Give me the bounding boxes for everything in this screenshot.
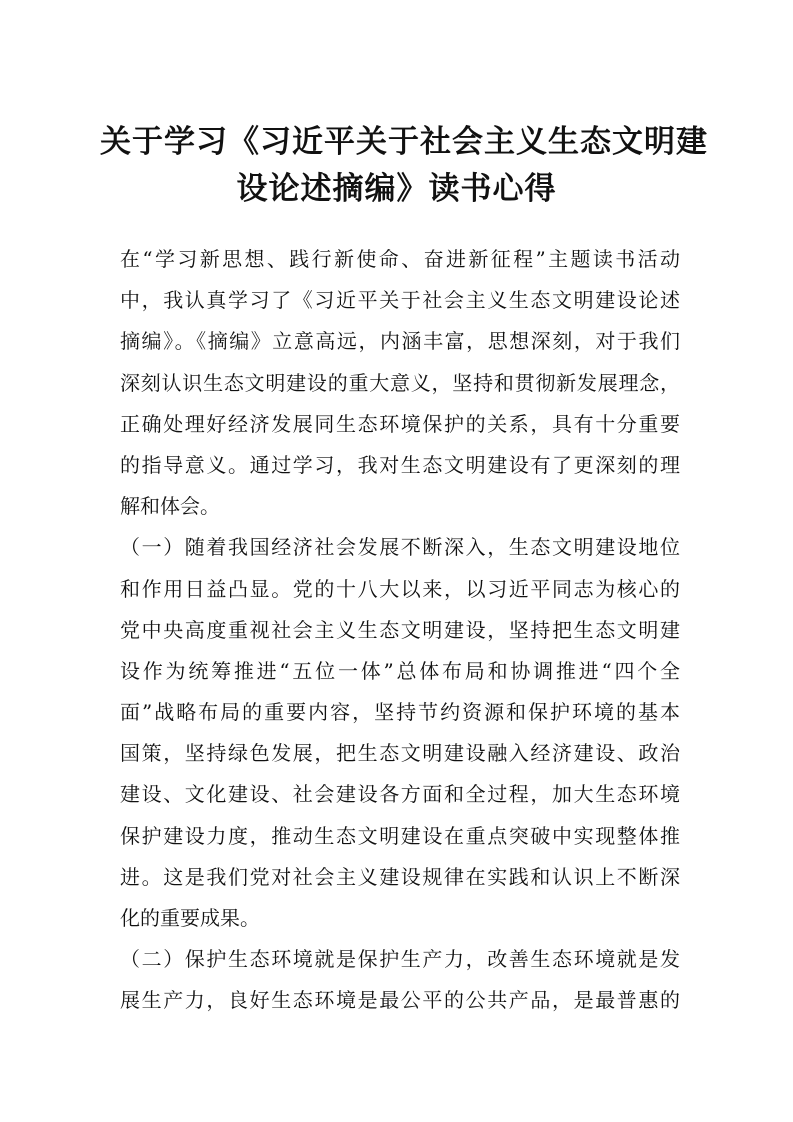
body-line: 化的重要成果。 bbox=[120, 906, 260, 930]
body-line: 进。这是我们党对社会主义建设规律在实践和认识上不断深 bbox=[120, 864, 680, 889]
body-line: 和作用日益凸显。党的十八大以来，以习近平同志为核心的 bbox=[120, 576, 680, 601]
body-line: 在“学习新思想、践行新使命、奋进新征程”主题读书活动 bbox=[120, 247, 680, 271]
body-line: 建设、文化建设、社会建设各方面和全过程，加大生态环境 bbox=[120, 782, 680, 807]
document-title-line-1: 关于学习《习近平关于社会主义生态文明建 bbox=[100, 124, 708, 160]
body-line: 中，我认真学习了《习近平关于社会主义生态文明建设论述 bbox=[120, 288, 680, 313]
body-line: 摘编》。《摘编》立意高远，内涵丰富，思想深刻，对于我们 bbox=[120, 329, 680, 354]
body-line: 解和体会。 bbox=[120, 494, 220, 519]
body-line: 党中央高度重视社会主义生态文明建设，坚持把生态文明建 bbox=[120, 617, 680, 642]
body-line: 深刻认识生态文明建设的重大意义，坚持和贯彻新发展理念， bbox=[120, 370, 680, 395]
body-line: （一）随着我国经济社会发展不断深入，生态文明建设地位 bbox=[120, 535, 680, 560]
body-line: 的指导意义。通过学习，我对生态文明建设有了更深刻的理 bbox=[120, 452, 680, 477]
body-line: 保护建设力度，推动生态文明建设在重点突破中实现整体推 bbox=[120, 823, 680, 848]
body-line: 面”战略布局的重要内容，坚持节约资源和保护环境的基本 bbox=[120, 700, 680, 725]
document-title-line-2: 设论述摘编》读书心得 bbox=[236, 171, 557, 207]
body-line: 国策，坚持绿色发展，把生态文明建设融入经济建设、政治 bbox=[120, 741, 680, 766]
body-line: 正确处理好经济发展同生态环境保护的关系，具有十分重要 bbox=[120, 411, 680, 436]
body-line: （二）保护生态环境就是保护生产力，改善生态环境就是发 bbox=[120, 947, 680, 972]
body-line: 设作为统筹推进“五位一体”总体布局和协调推进“四个全 bbox=[120, 658, 680, 683]
body-line: 展生产力，良好生态环境是最公平的公共产品，是最普惠的 bbox=[120, 988, 680, 1013]
document-body bbox=[120, 239, 680, 1022]
